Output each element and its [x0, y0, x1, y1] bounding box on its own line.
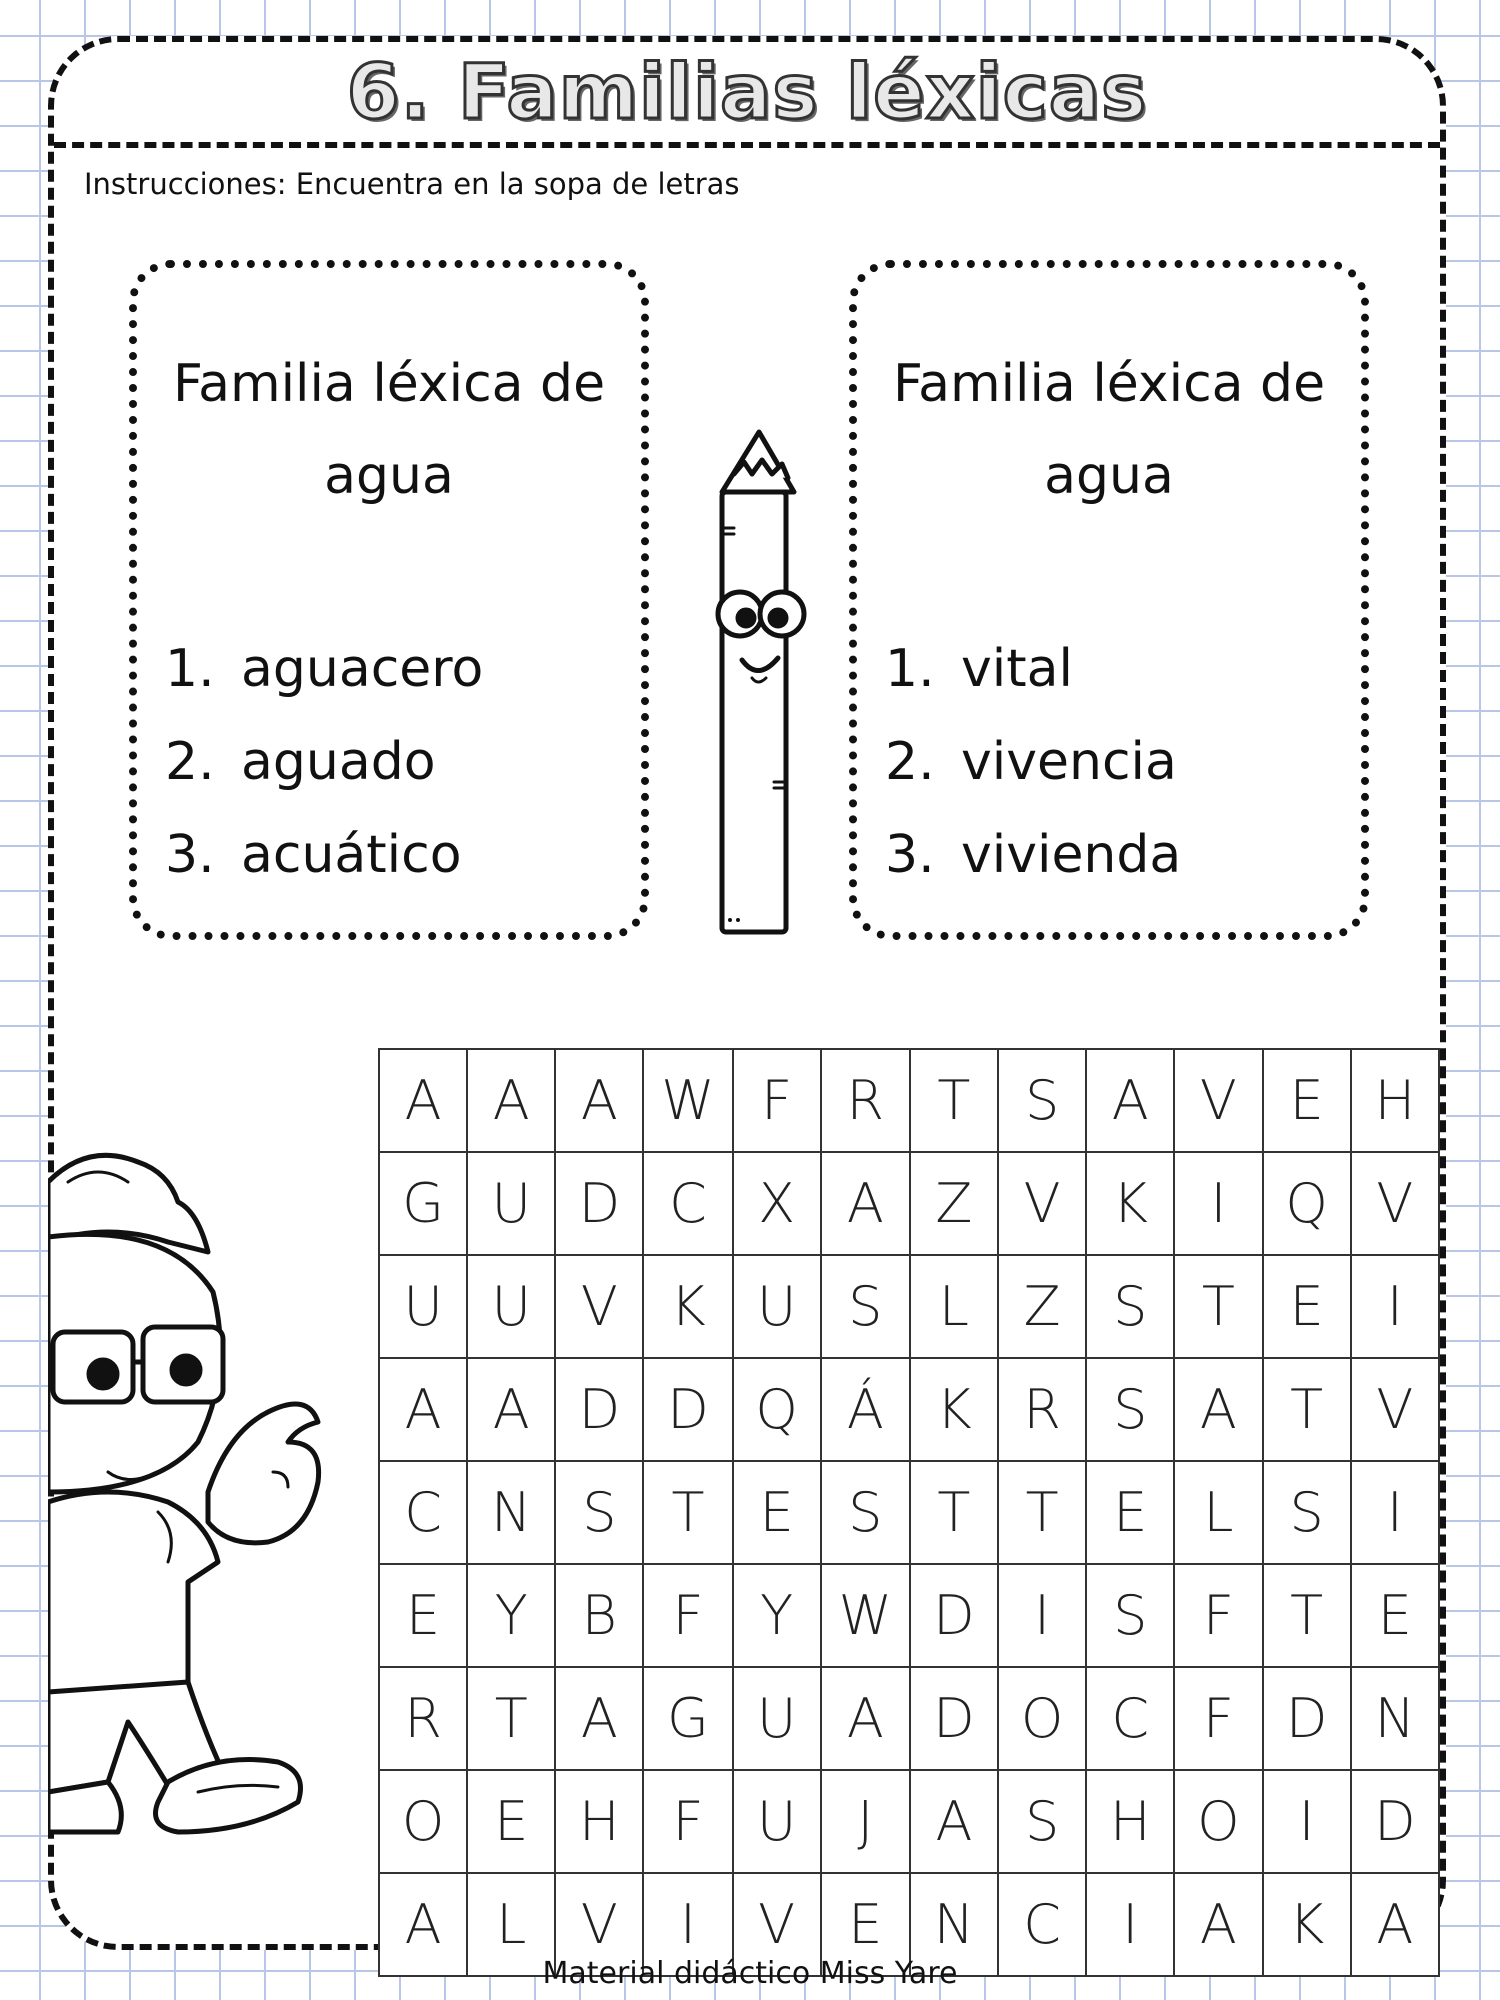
grid-row	[379, 1461, 1439, 1564]
grid-cell[interactable]: D	[910, 1667, 998, 1770]
grid-cell[interactable]: C	[643, 1152, 732, 1255]
grid-cell[interactable]: K	[643, 1255, 732, 1358]
grid-row	[379, 1255, 1439, 1358]
left-word-box	[129, 260, 649, 940]
worksheet-frame	[48, 36, 1446, 1956]
list-item	[165, 809, 483, 902]
grid-cell[interactable]: E	[1086, 1461, 1174, 1564]
grid-cell[interactable]: B	[555, 1564, 643, 1667]
grid-cell[interactable]: L	[467, 1873, 555, 1976]
grid-cell[interactable]: I	[998, 1564, 1086, 1667]
left-word-list	[165, 623, 483, 902]
grid-cell[interactable]: F	[1174, 1564, 1262, 1667]
grid-cell[interactable]: H	[1351, 1049, 1439, 1152]
grid-cell[interactable]: S	[555, 1461, 643, 1564]
grid-cell[interactable]: D	[555, 1358, 643, 1461]
grid-cell[interactable]: U	[467, 1255, 555, 1358]
grid-cell[interactable]: V	[555, 1255, 643, 1358]
list-item-number: 2.	[165, 732, 215, 792]
grid-cell[interactable]: A	[821, 1667, 910, 1770]
list-item-word: vital	[961, 639, 1073, 699]
grid-cell[interactable]: V	[555, 1873, 643, 1976]
grid-cell[interactable]: H	[1086, 1770, 1174, 1873]
right-box-heading-line1: Familia léxica de	[892, 354, 1326, 414]
grid-cell[interactable]: L	[1174, 1461, 1262, 1564]
grid-cell[interactable]: S	[821, 1255, 910, 1358]
grid-cell[interactable]: T	[1263, 1564, 1351, 1667]
footer-credit: Material didáctico Miss Yare	[542, 1956, 958, 1991]
grid-cell[interactable]: L	[910, 1255, 998, 1358]
grid-cell[interactable]: A	[1174, 1873, 1262, 1976]
grid-cell[interactable]: D	[910, 1564, 998, 1667]
grid-cell[interactable]: G	[643, 1667, 732, 1770]
grid-cell[interactable]: V	[733, 1873, 821, 1976]
grid-cell[interactable]: T	[998, 1461, 1086, 1564]
pencil-character-icon	[694, 382, 844, 942]
grid-cell[interactable]: S	[998, 1049, 1086, 1152]
grid-cell[interactable]: F	[1174, 1667, 1262, 1770]
grid-cell[interactable]: A	[555, 1667, 643, 1770]
grid-cell[interactable]: A	[379, 1873, 467, 1976]
grid-cell[interactable]: A	[910, 1770, 998, 1873]
list-item-number: 1.	[885, 639, 935, 699]
grid-cell[interactable]: Z	[998, 1255, 1086, 1358]
grid-cell[interactable]: A	[379, 1358, 467, 1461]
grid-cell[interactable]: I	[1263, 1770, 1351, 1873]
grid-cell[interactable]: Z	[910, 1152, 998, 1255]
grid-cell[interactable]: I	[1174, 1152, 1262, 1255]
grid-row	[379, 1049, 1439, 1152]
grid-cell[interactable]: J	[821, 1770, 910, 1873]
grid-cell[interactable]: T	[1174, 1255, 1262, 1358]
grid-cell[interactable]: S	[1263, 1461, 1351, 1564]
right-box-heading-line2: agua	[1044, 446, 1174, 506]
grid-cell[interactable]: S	[821, 1461, 910, 1564]
grid-cell[interactable]: A	[467, 1049, 555, 1152]
list-item-word: vivencia	[961, 732, 1177, 792]
list-item	[165, 623, 483, 716]
list-item-word: aguado	[241, 732, 436, 792]
right-word-list	[885, 623, 1181, 902]
grid-cell[interactable]: E	[379, 1564, 467, 1667]
list-item	[885, 716, 1181, 809]
grid-cell[interactable]: U	[733, 1667, 821, 1770]
grid-cell[interactable]: I	[1086, 1873, 1174, 1976]
instructions-text: Instrucciones: Encuentra en la sopa de letras	[84, 167, 740, 201]
word-search-grid	[378, 1048, 1440, 1977]
grid-cell[interactable]: S	[998, 1770, 1086, 1873]
grid-cell[interactable]: R	[821, 1049, 910, 1152]
grid-cell[interactable]: T	[643, 1461, 732, 1564]
page-title: 6. Familias léxicas	[346, 47, 1148, 136]
left-box-heading-line2: agua	[324, 446, 454, 506]
grid-cell[interactable]: A	[1086, 1049, 1174, 1152]
list-item	[885, 623, 1181, 716]
grid-cell[interactable]: U	[379, 1255, 467, 1358]
grid-cell[interactable]: Y	[733, 1564, 821, 1667]
grid-cell[interactable]: A	[467, 1358, 555, 1461]
grid-cell[interactable]: Y	[467, 1564, 555, 1667]
list-item	[165, 716, 483, 809]
grid-cell[interactable]: T	[910, 1049, 998, 1152]
grid-cell[interactable]: N	[1351, 1667, 1439, 1770]
list-item-number: 1.	[165, 639, 215, 699]
grid-cell[interactable]: O	[1174, 1770, 1262, 1873]
title-bar	[54, 42, 1440, 148]
grid-cell[interactable]: O	[379, 1770, 467, 1873]
grid-cell[interactable]: V	[1351, 1358, 1439, 1461]
grid-cell[interactable]: T	[910, 1461, 998, 1564]
grid-cell[interactable]: V	[1351, 1152, 1439, 1255]
list-item-word: aguacero	[241, 639, 484, 699]
list-item-word: vivienda	[961, 825, 1182, 885]
grid-cell[interactable]: I	[1351, 1255, 1439, 1358]
grid-cell[interactable]: I	[1351, 1461, 1439, 1564]
grid-cell[interactable]: Q	[733, 1358, 821, 1461]
grid-cell[interactable]: I	[643, 1873, 732, 1976]
list-item-word: acuático	[241, 825, 462, 885]
list-item-number: 3.	[165, 825, 215, 885]
grid-cell[interactable]: E	[1263, 1255, 1351, 1358]
grid-cell[interactable]: R	[998, 1358, 1086, 1461]
grid-cell[interactable]: C	[379, 1461, 467, 1564]
grid-cell[interactable]: V	[998, 1152, 1086, 1255]
grid-cell[interactable]: K	[910, 1358, 998, 1461]
left-box-heading-line1: Familia léxica de	[172, 354, 606, 414]
grid-cell[interactable]: E	[821, 1873, 910, 1976]
grid-row	[379, 1358, 1439, 1461]
grid-cell[interactable]: C	[1086, 1667, 1174, 1770]
grid-cell[interactable]: C	[998, 1873, 1086, 1976]
grid-cell[interactable]: D	[1263, 1667, 1351, 1770]
grid-cell[interactable]: F	[733, 1049, 821, 1152]
list-item-number: 3.	[885, 825, 935, 885]
grid-cell[interactable]: A	[1174, 1358, 1262, 1461]
grid-row	[379, 1667, 1439, 1770]
grid-cell[interactable]: Q	[1263, 1152, 1351, 1255]
right-box-heading	[857, 338, 1361, 522]
grid-cell[interactable]: A	[1351, 1873, 1439, 1976]
grid-cell[interactable]: E	[1351, 1564, 1439, 1667]
grid-cell[interactable]: S	[1086, 1255, 1174, 1358]
right-word-box	[849, 260, 1369, 940]
grid-cell[interactable]: F	[643, 1770, 732, 1873]
grid-cell[interactable]: E	[1263, 1049, 1351, 1152]
list-item-number: 2.	[885, 732, 935, 792]
grid-cell[interactable]: U	[733, 1255, 821, 1358]
grid-row	[379, 1564, 1439, 1667]
grid-cell[interactable]: U	[733, 1770, 821, 1873]
grid-cell[interactable]: H	[555, 1770, 643, 1873]
grid-cell[interactable]: A	[379, 1049, 467, 1152]
grid-cell[interactable]: A	[555, 1049, 643, 1152]
grid-cell[interactable]: D	[555, 1152, 643, 1255]
grid-cell[interactable]: G	[379, 1152, 467, 1255]
grid-cell[interactable]: D	[1351, 1770, 1439, 1873]
grid-cell[interactable]: V	[1174, 1049, 1262, 1152]
grid-row	[379, 1152, 1439, 1255]
grid-cell[interactable]: D	[643, 1358, 732, 1461]
grid-cell[interactable]: T	[1263, 1358, 1351, 1461]
list-item	[885, 809, 1181, 902]
grid-cell[interactable]: X	[733, 1152, 821, 1255]
grid-cell[interactable]: E	[733, 1461, 821, 1564]
grid-cell[interactable]: U	[467, 1152, 555, 1255]
grid-cell[interactable]: O	[998, 1667, 1086, 1770]
grid-cell[interactable]: F	[643, 1564, 732, 1667]
grid-cell[interactable]: N	[467, 1461, 555, 1564]
grid-cell[interactable]: N	[910, 1873, 998, 1976]
grid-cell[interactable]: W	[643, 1049, 732, 1152]
grid-row	[379, 1770, 1439, 1873]
grid-cell[interactable]: R	[379, 1667, 467, 1770]
grid-cell[interactable]: Á	[821, 1358, 910, 1461]
grid-cell[interactable]: K	[1086, 1152, 1174, 1255]
grid-cell[interactable]: S	[1086, 1358, 1174, 1461]
grid-cell[interactable]: A	[821, 1152, 910, 1255]
grid-cell[interactable]: K	[1263, 1873, 1351, 1976]
grid-cell[interactable]: E	[467, 1770, 555, 1873]
left-box-heading	[137, 338, 641, 522]
grid-cell[interactable]: W	[821, 1564, 910, 1667]
boy-with-glasses-pointing-icon	[48, 1142, 378, 1842]
grid-cell[interactable]: S	[1086, 1564, 1174, 1667]
grid-cell[interactable]: T	[467, 1667, 555, 1770]
